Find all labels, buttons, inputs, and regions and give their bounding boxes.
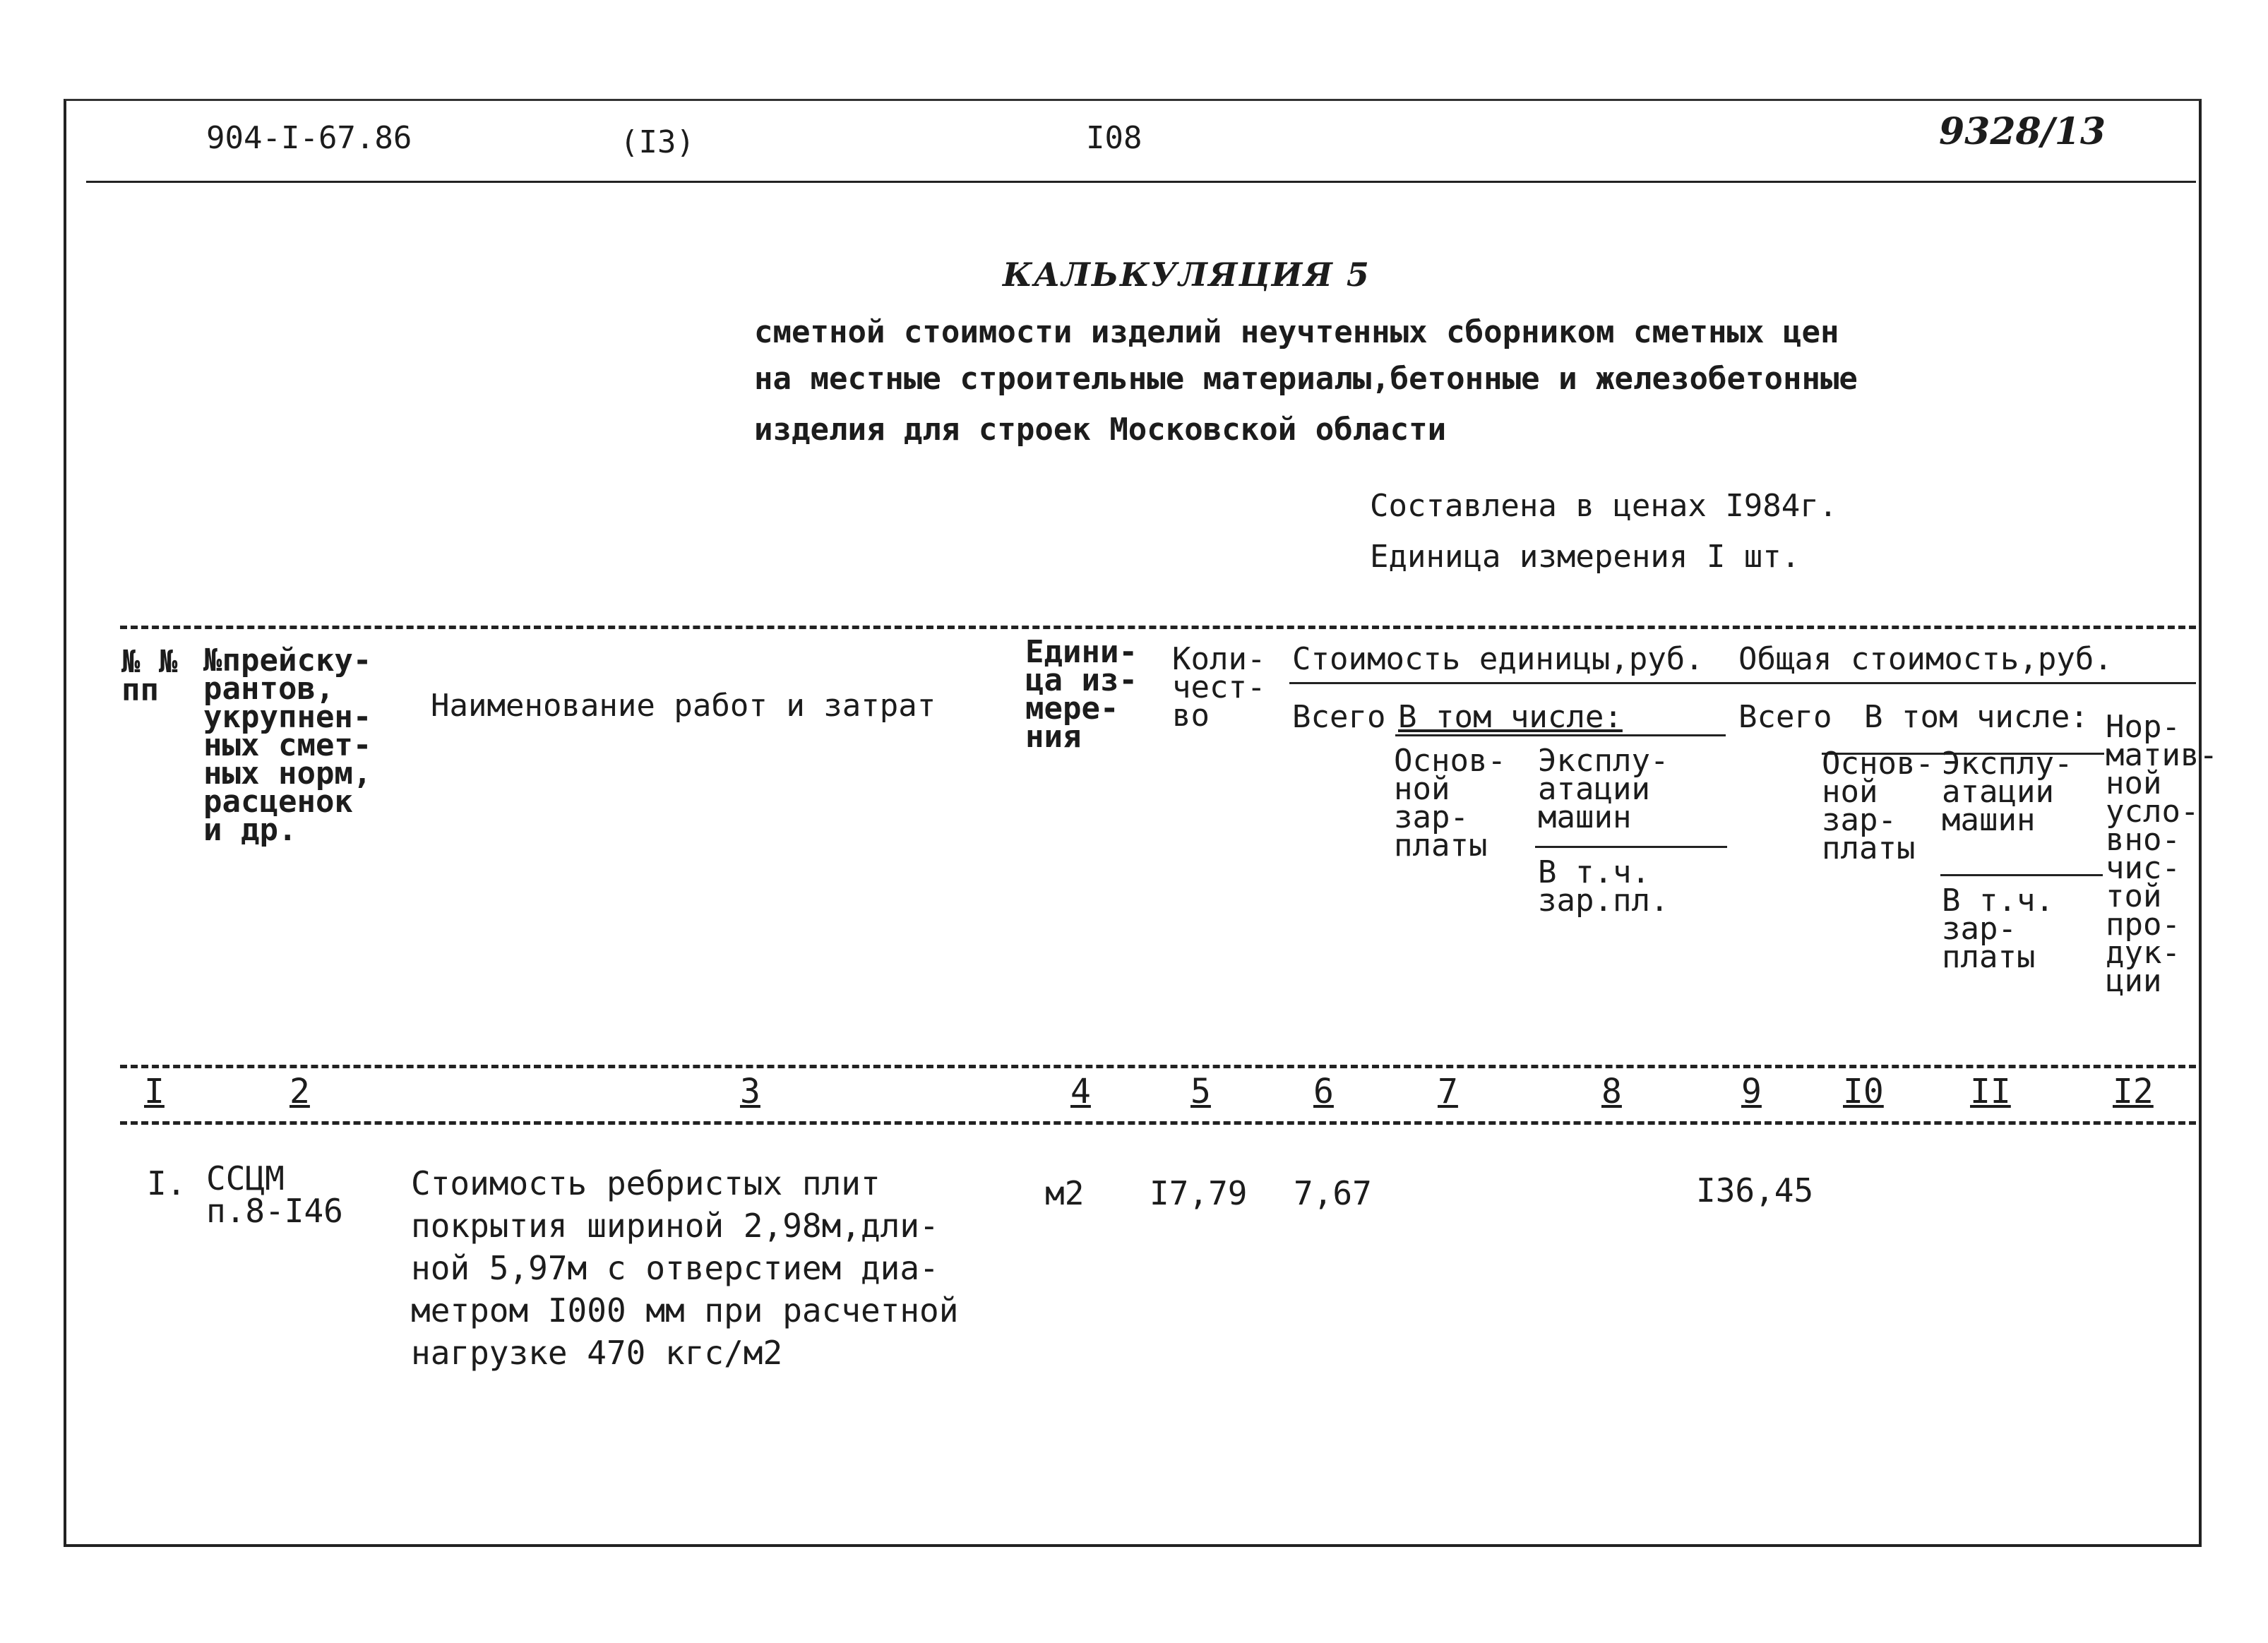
- column-number: I: [144, 1072, 165, 1111]
- cost-header-rule: [1289, 682, 2196, 684]
- unit-cost-header: Стоимость единицы,руб.: [1292, 641, 1704, 677]
- column-numbers-bottom-rule: [120, 1121, 2196, 1125]
- column-number: II: [1970, 1072, 2011, 1111]
- calculation-heading: КАЛЬКУЛЯЦИЯ 5: [1003, 256, 1371, 294]
- document-code: 904-I-67.86: [206, 120, 412, 156]
- column-number: 2: [290, 1072, 310, 1111]
- column-numbers-top-rule: [120, 1065, 2196, 1068]
- total-cost-base-salary: Основ- ной зар- платы: [1822, 746, 1934, 866]
- row-description: Стоимость ребристых плит покрытия шириной 2,98м,дли- ной 5,97м с отверстием диа- метром I000 мм при расчетной нагрузке 470 кгс/м2: [411, 1164, 959, 1372]
- title-line-3: изделия для строек Московской области: [754, 412, 1447, 448]
- col-header-name: Наименование работ и затрат: [431, 688, 936, 724]
- unit-cost-total-label: Всего: [1292, 699, 1386, 735]
- page-number: I08: [1086, 120, 1142, 156]
- unit-cost-base-salary: Основ- ной зар- платы: [1394, 743, 1506, 864]
- unit-cost-including-rule: [1395, 734, 1726, 736]
- title-line-1: сметной стоимости изделий неучтенных сборником сметных цен: [754, 314, 1839, 350]
- row-unit: м2: [1045, 1174, 1085, 1212]
- column-number: 7: [1438, 1072, 1458, 1111]
- unit-cost-machines-rule: [1535, 846, 1727, 848]
- unit-cost-including-label: В том числе:: [1398, 699, 1623, 735]
- col-header-normative: Нор- матив- ной усло- вно- чис- той про- дук- ции: [2106, 709, 2218, 999]
- row-reference: ССЦМ п.8-I46: [206, 1159, 343, 1230]
- total-cost-machines-salary: В т.ч. зар- платы: [1942, 883, 2054, 975]
- header-rule: [86, 181, 2196, 183]
- inventory-number: 9328/13: [1939, 110, 2106, 153]
- total-cost-total-label: Всего: [1738, 699, 1832, 735]
- row-total-cost: I36,45: [1696, 1171, 1814, 1209]
- col-header-reference: №прейску- рантов, укрупнен- ных смет- ных норм, расценок и др.: [203, 643, 372, 848]
- total-cost-header: Общая стоимость,руб.: [1738, 641, 2113, 677]
- col-header-quantity: Коли- чест- во: [1172, 641, 1266, 734]
- row-unit-cost: 7,67: [1294, 1174, 1372, 1212]
- sheet-number: (I3): [620, 124, 695, 160]
- unit-cost-machines-salary: В т.ч. зар.пл.: [1538, 854, 1669, 919]
- row-quantity: I7,79: [1150, 1174, 1248, 1212]
- column-number: I0: [1843, 1072, 1884, 1111]
- column-number: 5: [1190, 1072, 1211, 1111]
- column-number: I2: [2113, 1072, 2154, 1111]
- row-number: I.: [147, 1164, 186, 1202]
- prices-note: Составлена в ценах I984г.: [1370, 488, 1838, 524]
- total-cost-machines: Эксплу- атации машин: [1942, 746, 2073, 838]
- unit-note: Единица измерения I шт.: [1370, 539, 1801, 575]
- column-number: 9: [1741, 1072, 1762, 1111]
- column-number: 4: [1070, 1072, 1091, 1111]
- total-cost-machines-rule: [1940, 874, 2103, 876]
- column-number: 3: [740, 1072, 760, 1111]
- column-number: 6: [1313, 1072, 1334, 1111]
- total-cost-including-label: В том числе:: [1864, 699, 2089, 735]
- unit-cost-machines: Эксплу- атации машин: [1538, 743, 1669, 835]
- col-header-unit: Едини- ца из- мере- ния: [1025, 634, 1138, 755]
- col-header-number: № № пп: [121, 644, 178, 708]
- column-number: 8: [1601, 1072, 1622, 1111]
- title-line-2: на местные строительные материалы,бетонные и железобетонные: [754, 361, 1858, 397]
- table-top-rule: [120, 626, 2196, 629]
